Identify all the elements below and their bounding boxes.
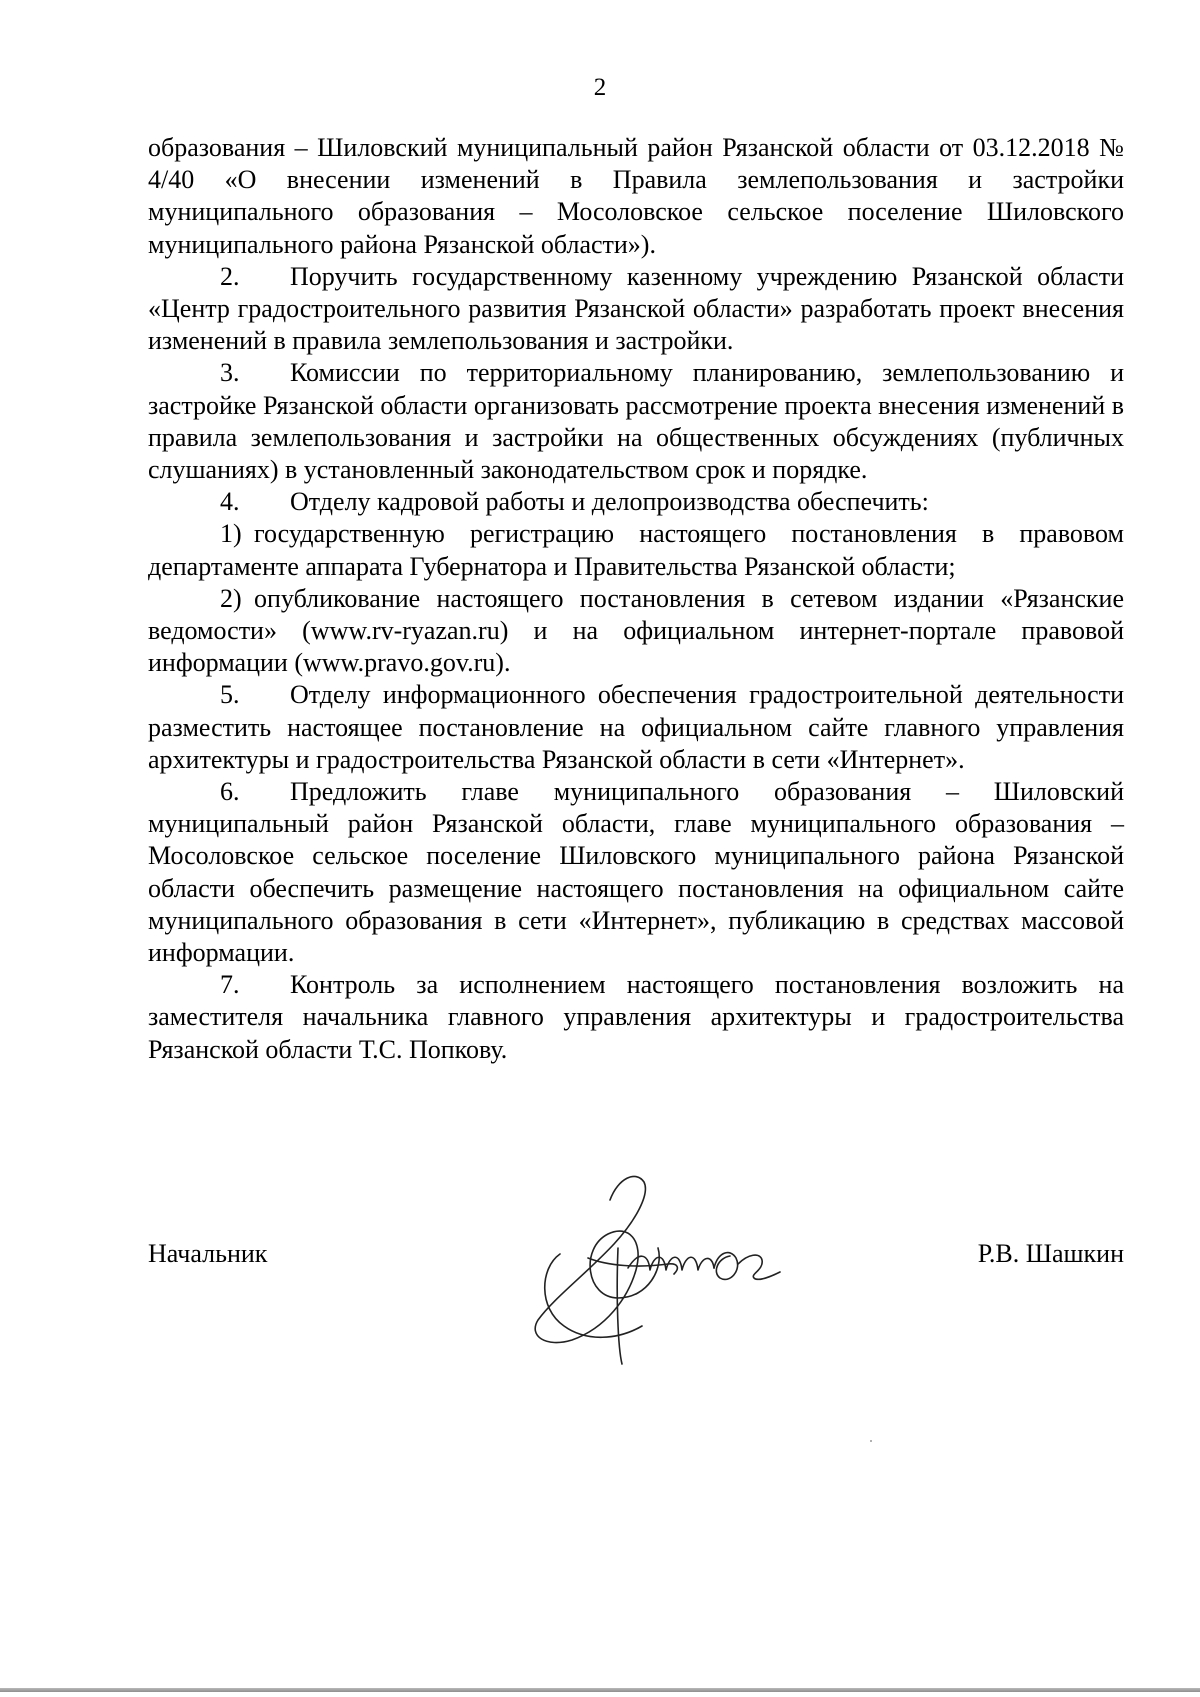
page-number: 2 — [593, 74, 607, 101]
paragraph-item-7 — [148, 969, 1124, 1066]
paragraph-text: Комиссии по территориальному планированию, землепользованию и застройке Рязанской области организовать рассмотрение проекта внесения изменений в правила землепользования и застройки на общественных обсуждениях (публичных слушаниях) в установленный законодательством срок и порядке. — [148, 358, 1124, 485]
paragraph-text: образования – Шиловский муниципальный район Рязанской области от 03.12.2018 № 4/40 «О внесении изменений в Правила землепользования и застройки муниципального образования – Мосоловское сельское поселение Шиловского муниципального района Рязанской области»). — [148, 133, 1124, 259]
paragraph-subitem-2 — [148, 583, 1124, 680]
paragraph-item-5 — [148, 679, 1124, 776]
paragraph-text: опубликование настоящего постановления в сетевом издании «Рязанские ведомости» (www.rv-ryazan.ru) и на официальном интернет-портале правовой информации (www.pravo.gov.ru). — [148, 583, 1124, 678]
paragraph-number: 7. — [220, 970, 240, 1000]
paragraph-text: Отделу информационного обеспечения градостроительной деятельности разместить настоящее постановление на официальном сайте главного управления архитектуры и градостроительства Рязанской области в сети «Интернет». — [148, 680, 1124, 774]
paragraph-text: Отделу кадровой работы и делопроизводства обеспечить: — [290, 487, 929, 517]
paragraph-number: 5. — [220, 680, 240, 710]
paragraph-number: 3. — [220, 358, 240, 388]
signature-block — [148, 1108, 1124, 1368]
paragraph-item-3 — [148, 357, 1124, 486]
paragraph-item-4 — [148, 486, 1124, 518]
handwritten-signature — [468, 1148, 808, 1368]
paragraph-item-2 — [148, 261, 1124, 358]
paragraph-text: Предложить главе муниципального образования – Шиловский муниципальный район Рязанской области, главе муниципального образования – Мосоловское сельское поселение Шиловского муниципального района Рязанской области обеспечить размещение настоящего постановления на официальном сайте муниципального образования в сети «Интернет», публикацию в средствах массовой информации. — [148, 777, 1124, 968]
paragraph-number: 2. — [220, 261, 240, 291]
paragraph-number: 4. — [220, 487, 240, 517]
document-body — [148, 132, 1124, 1066]
paragraph-text: Поручить государственному казенному учреждению Рязанской области «Центр градостроительного развития Рязанской области» разработать проект внесения изменений в правила землепользования и застройки. — [148, 261, 1124, 356]
paragraph-number: 2) — [220, 583, 242, 613]
scan-speck — [870, 1440, 872, 1442]
signatory-name: Р.В. Шашкин — [977, 1239, 1124, 1268]
paragraph-number: 1) — [220, 519, 242, 549]
paragraph-text: Контроль за исполнением настоящего постановления возложить на заместителя начальника главного управления архитектуры и градостроительства Рязанской области Т.С. Попкову. — [148, 970, 1124, 1064]
paragraph-text: государственную регистрацию настоящего постановления в правовом департаменте аппарата Губернатора и Правительства Рязанской области; — [148, 519, 1124, 581]
paragraph-number: 6. — [220, 777, 240, 807]
signatory-position: Начальник — [148, 1239, 268, 1268]
scan-bottom-edge — [0, 1688, 1200, 1692]
paragraph-continuation — [148, 132, 1124, 261]
paragraph-item-6 — [148, 776, 1124, 969]
paragraph-subitem-1 — [148, 518, 1124, 582]
